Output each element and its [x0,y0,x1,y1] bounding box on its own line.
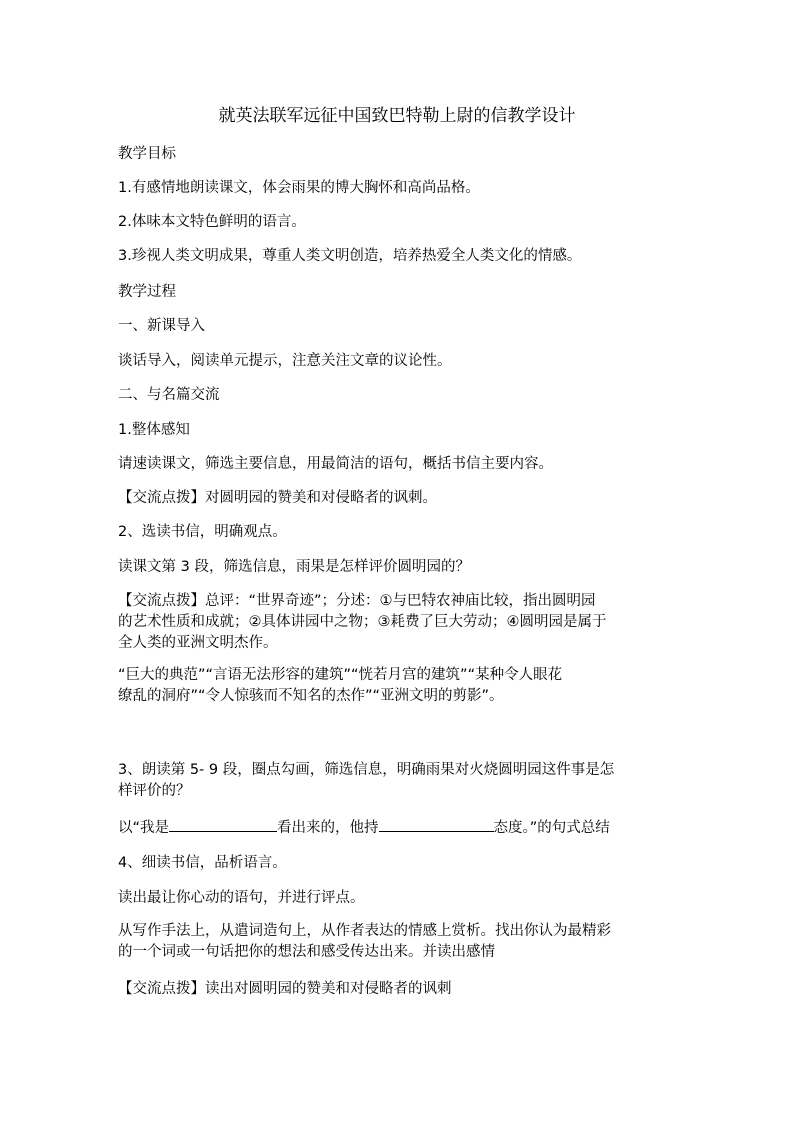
subsection-1-text: 请速读课文，筛选主要信息，用最简洁的语句，概括书信主要内容。 [118,456,553,472]
heading-line: 3、朗读第 5- 9 段，圈点勾画，筛选信息，明确雨果对火烧圆明园这件事是怎 [118,762,615,778]
subsection-2-tip [118,591,680,654]
document-title: 就英法联军远征中国致巴特勒上尉的信教学设计 [218,106,576,126]
fill-text-part-1: 以“我是 [118,820,170,836]
section-2-heading: 二、与名篇交流 [118,387,220,403]
subsection-2-quotes [118,665,680,707]
fill-in-sentence [118,817,678,839]
subsection-4-method [118,921,680,963]
section-1-heading: 一、新课导入 [118,318,205,334]
subsection-4-text: 读出最让你心动的语句，并进行评点。 [118,890,365,906]
fill-blank-2[interactable] [379,817,494,832]
fill-blank-1[interactable] [169,817,277,832]
fill-text-part-2: 看出来的，他持 [277,820,379,836]
goal-item-1: 1.有感情地朗读课文，体会雨果的博大胸怀和高尚品格。 [118,180,480,196]
goal-item-3: 3.珍视人类文明成果，尊重人类文明创造，培养热爱全人类文化的情感。 [118,248,582,264]
subsection-2-text: 读课文第 3 段，筛选信息，雨果是怎样评价圆明园的？ [118,559,470,575]
subsection-1-heading: 1.整体感知 [118,422,190,438]
goal-item-2: 2.体味本文特色鲜明的语言。 [118,214,306,230]
subsection-4-tip: 【交流点拨】读出对圆明园的赞美和对侵略者的讽刺 [118,981,452,997]
section-1-text: 谈话导入，阅读单元提示，注意关注文章的议论性。 [118,353,452,369]
process-heading: 教学过程 [118,284,176,300]
quote-line: “巨大的典范”“言语无法形容的建筑”“恍若月宫的建筑”“某种令人眼花 [118,667,563,683]
subsection-3-heading [118,760,680,802]
subsection-4-heading: 4、细读书信，品析语言。 [118,855,287,871]
subsection-1-tip: 【交流点拨】对圆明园的赞美和对侵略者的讽刺。 [118,490,437,506]
quote-line: 缭乱的洞府”“令人惊骇而不知名的杰作”“亚洲文明的剪影”。 [118,688,504,704]
method-line: 从写作手法上，从遣词造句上，从作者表达的情感上赏析。找出你认为最精彩 [118,923,611,939]
subsection-2-heading: 2、选读书信，明确观点。 [118,524,287,540]
heading-line: 样评价的？ [118,783,191,799]
goals-heading: 教学目标 [118,146,176,162]
method-line: 的一个词或一句话把你的想法和感受传达出来。并读出感情 [118,944,495,960]
tip-line: 全人类的亚洲文明杰作。 [118,635,278,651]
tip-line: 【交流点拨】总评：“世界奇迹”；分述：①与巴特农神庙比较，指出圆明园 [118,593,596,609]
tip-line: 的艺术性质和成就；②具体讲园中之物；③耗费了巨大劳动；④圆明园是属于 [118,614,607,630]
fill-text-part-3: 态度。”的句式总结 [493,820,610,836]
